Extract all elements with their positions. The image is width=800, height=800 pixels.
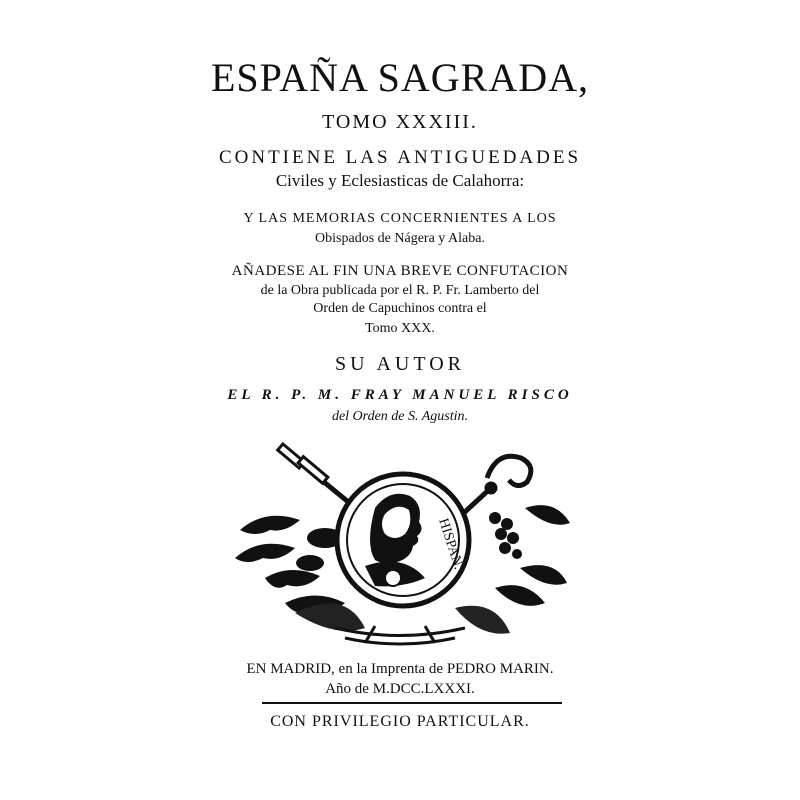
medallion-inscription: HISPAN. [435, 516, 466, 572]
book-title: ESPAÑA SAGRADA, [210, 55, 590, 100]
foliage-right-icon [455, 505, 570, 634]
medallion-icon [337, 474, 469, 606]
author-heading: SU AUTOR [335, 353, 465, 375]
appendix-line-4: Tomo XXX. [365, 321, 435, 336]
contents-subtitle: Civiles y Eclesiasticas de Calahorra: [275, 171, 525, 190]
printers-vignette [225, 438, 575, 653]
author-name: EL R. P. M. FRAY MANUEL RISCO [227, 387, 573, 403]
imprint-line-1: EN MADRID, en la Imprenta de PEDRO MARIN. [246, 661, 554, 677]
divider-rule [262, 702, 562, 704]
appendix-line-2: de la Obra publicada por el R. P. Fr. Lamberto del [260, 283, 540, 298]
privilege-line: CON PRIVILEGIO PARTICULAR. [270, 713, 530, 730]
imprint-line-2: Año de M.DCC.LXXXI. [325, 681, 475, 697]
volume-number: TOMO XXXIII. [322, 111, 478, 133]
appendix-heading: AÑADESE AL FIN UNA BREVE CONFUTACION [231, 263, 569, 279]
appendix-line-3: Orden de Capuchinos contra el [313, 301, 487, 316]
memorias-heading: Y LAS MEMORIAS CONCERNIENTES A LOS [243, 211, 557, 226]
author-order: del Orden de S. Agustin. [331, 409, 469, 424]
memorias-subtitle: Obispados de Nágera y Alaba. [315, 231, 485, 246]
contents-heading: CONTIENE LAS ANTIGUEDADES [218, 147, 582, 168]
